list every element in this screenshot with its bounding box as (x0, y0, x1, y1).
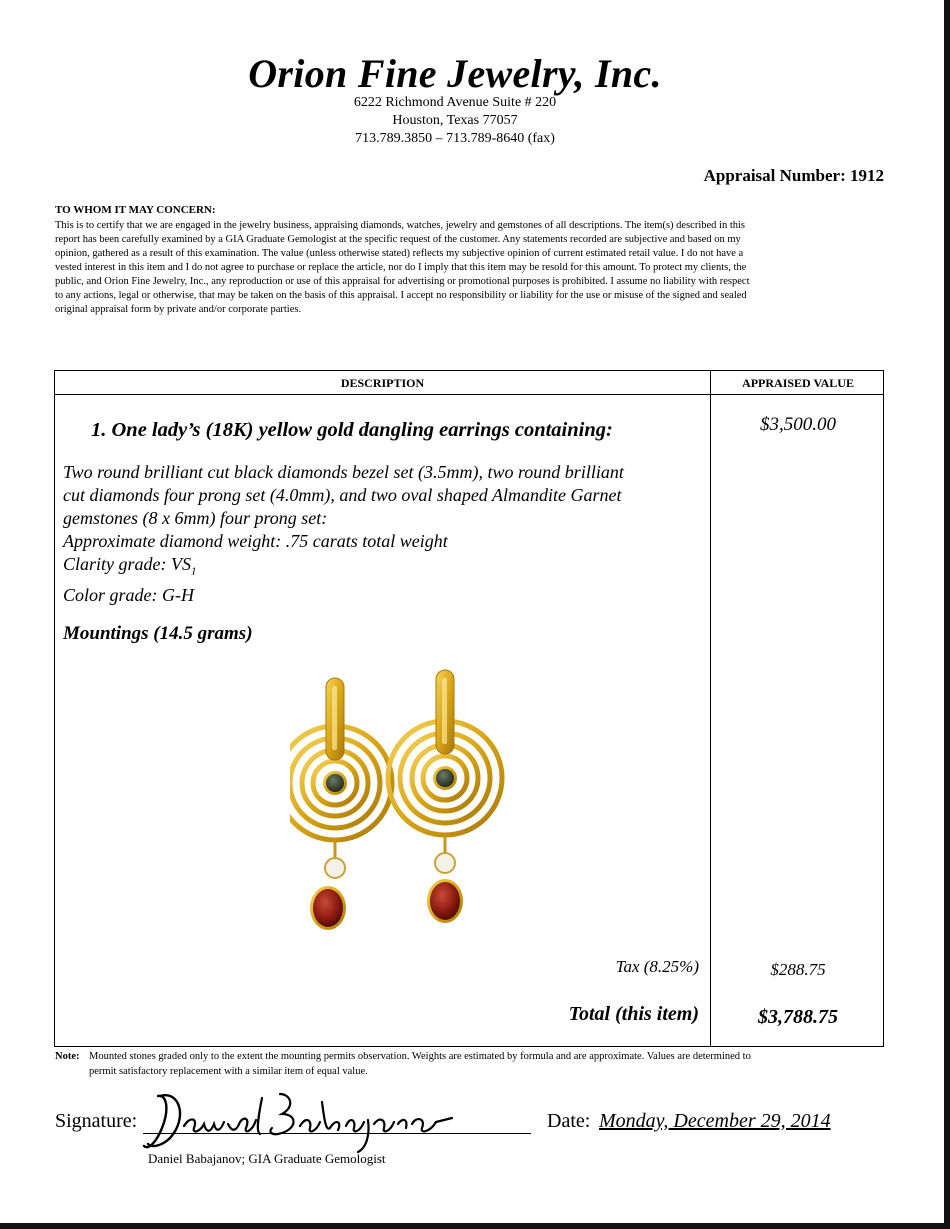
table-column-divider (710, 371, 711, 1046)
earrings-photo (290, 668, 520, 938)
signature-label: Signature: (55, 1110, 138, 1132)
appraisal-number: Appraisal Number: 1912 (703, 166, 884, 185)
item-description (63, 461, 708, 607)
item-description-line: gemstones (8 x 6mm) four prong set: (63, 508, 328, 528)
tax-label: Tax (8.25%) (615, 957, 699, 976)
appraised-value: $3,500.00 (760, 414, 836, 435)
note-line: permit satisfactory replacement with a similar item of equal value. (89, 1066, 368, 1077)
handwritten-signature (140, 1088, 460, 1158)
table-header-divider (55, 394, 883, 395)
right-earring (388, 670, 502, 923)
total-label: Total (this item) (568, 1003, 699, 1025)
tax-value: $288.75 (770, 960, 826, 979)
note-line: Mounted stones graded only to the extent the mounting permits observation. Weights are estimated by formula and are approximate. Values are determined to (89, 1051, 751, 1062)
company-name: Orion Fine Jewelry, Inc. (248, 51, 662, 96)
certification-line: opinion, gathered as a result of this examination. The value (unless otherwise stated) reflects my subjective opinion of current estimated retail value. I do not have a (55, 248, 744, 259)
certification-line: This is to certify that we are engaged in the jewelry business, appraising diamonds, watches, jewelry and gemstones of all descriptions. The item(s) described in this (55, 220, 746, 231)
value-column-header: APPRAISED VALUE (742, 376, 854, 390)
certification-text (55, 219, 885, 317)
note-label: Note: (55, 1051, 80, 1062)
item-title: 1. One lady’s (18K) yellow gold dangling earrings containing: (91, 419, 613, 441)
clarity-grade-subscript: 1 (191, 565, 197, 578)
page-frame-bottom (0, 1223, 950, 1229)
item-description-line: Two round brilliant cut black diamonds bezel set (3.5mm), two round brilliant (63, 462, 624, 482)
certification-line: to any actions, legal or otherwise, that may be taken on the basis of this appraisal. I accept no responsibility or liability for the use or misuse of the signed and sealed (55, 290, 747, 301)
item-description-line: Approximate diamond weight: .75 carats total weight (63, 531, 448, 551)
date-value: Monday, December 29, 2014 (599, 1110, 831, 1132)
company-address: 6222 Richmond Avenue Suite # 220 (353, 95, 557, 110)
clarity-grade-text: Clarity grade: VS (63, 554, 191, 574)
total-value: $3,788.75 (758, 1006, 838, 1028)
mountings-weight: Mountings (14.5 grams) (63, 623, 253, 644)
concern-heading: TO WHOM IT MAY CONCERN: (55, 204, 216, 216)
clarity-grade (63, 553, 708, 584)
certification-line: public, and Orion Fine Jewelry, Inc., any reproduction or use of this appraisal for advertising or promotional purposes is prohibited. I assume no liability with respect (55, 276, 750, 287)
date-label: Date: (547, 1110, 591, 1132)
description-column-header: DESCRIPTION (340, 376, 425, 390)
certification-line: original appraisal form by private and/or corporate parties. (55, 304, 302, 315)
company-city: Houston, Texas 77057 (392, 113, 518, 128)
certification-line: report has been carefully examined by a GIA Graduate Gemologist at the specific request of the customer. Any statements recorded are subjective and based on my (55, 234, 741, 245)
item-description-line: cut diamonds four prong set (4.0mm), and two oval shaped Almandite Garnet (63, 485, 622, 505)
signatory-name: Daniel Babajanov; GIA Graduate Gemologist (148, 1151, 386, 1166)
page-frame-right (944, 0, 950, 1229)
company-phone: 713.789.3850 – 713.789-8640 (fax) (355, 131, 555, 146)
color-grade: Color grade: G-H (63, 584, 194, 605)
certification-line: vested interest in this item and I do not agree to purchase or replace the article, nor do I imply that this item may be resold for this amount. To protect my clients, the (55, 262, 747, 273)
left-earring (290, 678, 392, 930)
